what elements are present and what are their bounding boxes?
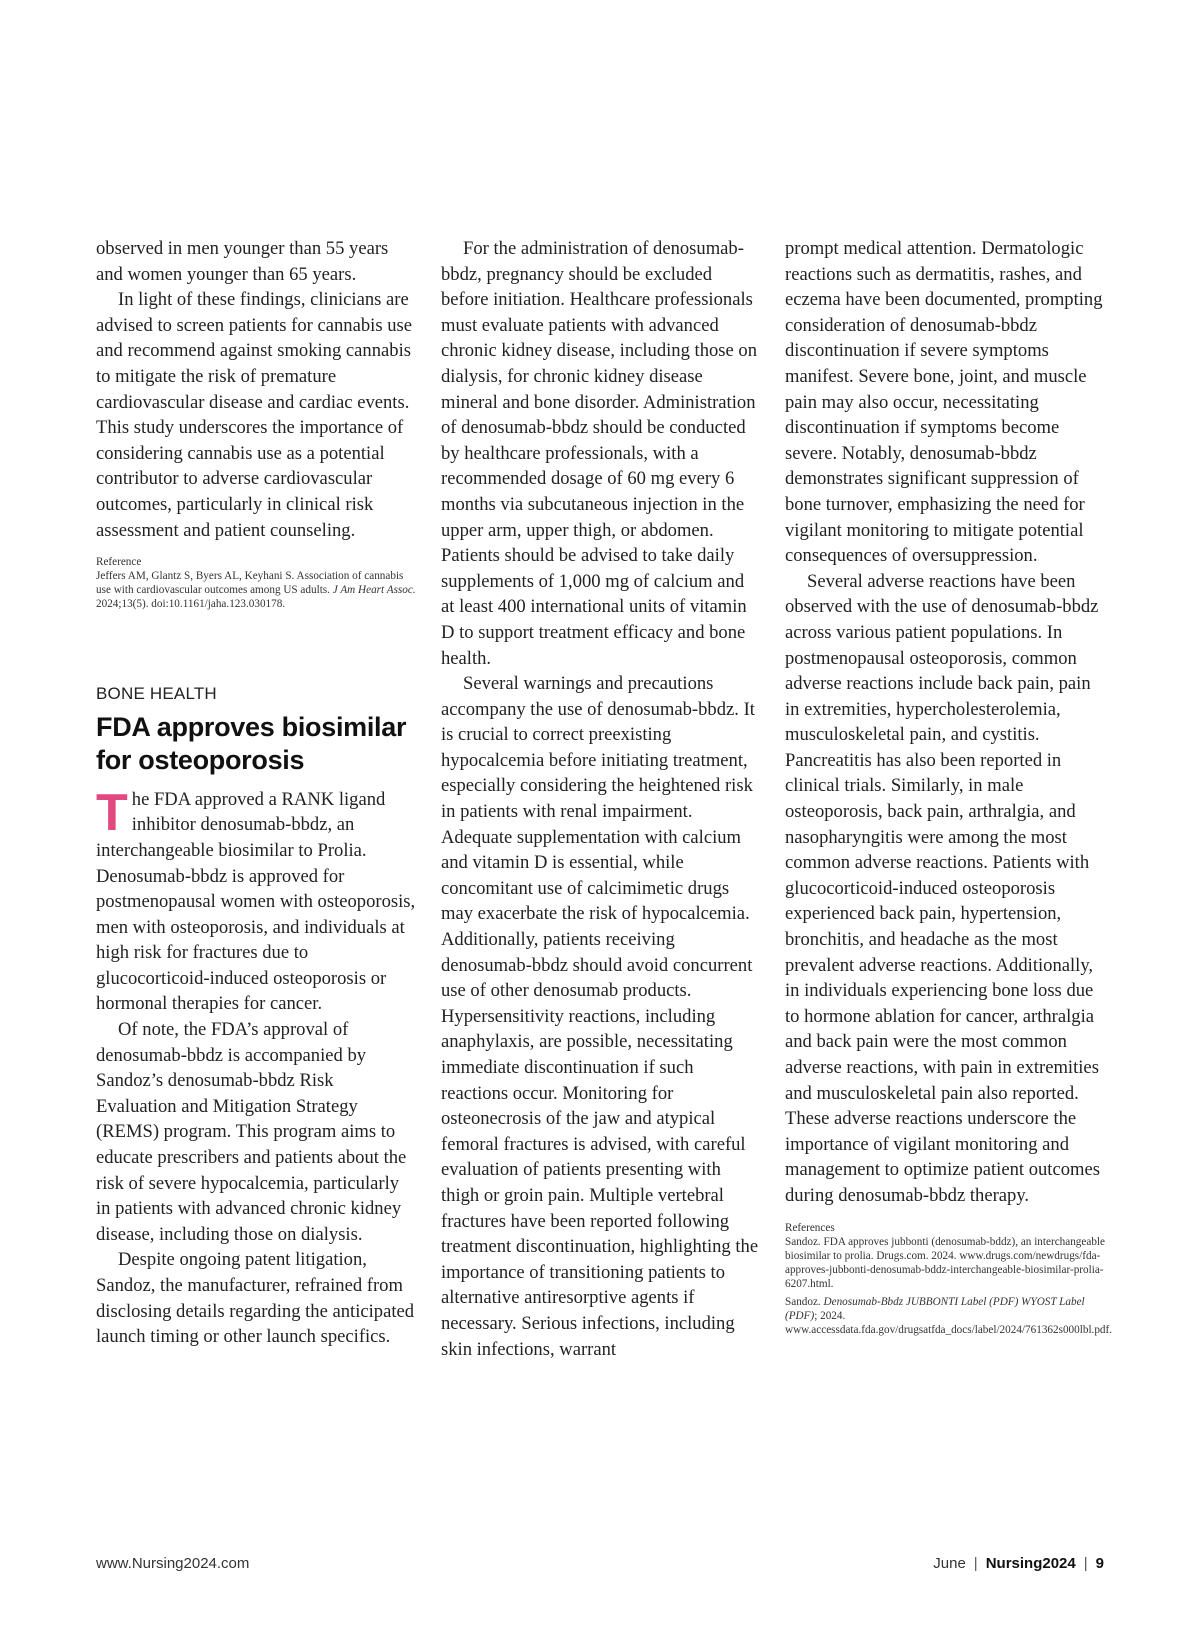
paragraph: observed in men younger than 55 years and women younger than 65 years. bbox=[96, 238, 389, 285]
column-1 bbox=[96, 236, 416, 1350]
paragraph: In light of these findings, clinicians are advised to screen patients for cannabis use and recommend against smoking cannabis to mitigate the risk of premature cardiovascular disease and cardiac events. This study underscores the importance of considering cannabis use as a potential contributor to adverse cardiovascular outcomes, particularly in clinical risk assessment and patient counseling. bbox=[96, 289, 412, 541]
lead-paragraph bbox=[96, 783, 416, 1017]
reference-journal: J Am Heart Assoc. bbox=[332, 584, 416, 597]
reference-entry bbox=[96, 569, 416, 611]
reference-entry: Sandoz. FDA approves jubbonti (denosumab-bddz), an interchangeable biosimilar to prolia. Drugs.com. 2024. www.drugs.com/newdrugs/fda-approves-jubbonti-denosumab-bddz-interchangeable-biosimilar-prolia-6207.html. bbox=[785, 1235, 1106, 1290]
paragraph: prompt medical attention. Dermatologic reactions such as dermatitis, rashes, and eczema have been documented, prompting consideration of denosumab-bbdz discontinuation if severe symptoms manifest. Severe bone, joint, and muscle pain may also occur, necessitating discontinuation if symptoms become severe. Notably, denosumab-bbdz demonstrates significant suppression of bone turnover, emphasizing the need for vigilant monitoring to mitigate potential consequences of oversuppression. bbox=[785, 238, 1103, 567]
references-block bbox=[785, 1221, 1113, 1337]
footer-separator: | bbox=[973, 1555, 978, 1572]
footer-magazine: Nursing2024 bbox=[985, 1555, 1076, 1572]
reference-text: Sandoz. bbox=[785, 1295, 824, 1308]
reference-text: 2024;13(5). doi:10.1161/jaha.123.030178. bbox=[96, 598, 286, 611]
reference-text: ; 2024. www.accessdata.fda.gov/drugsatfda_docs/label/2024/761362s000lbl.pdf. bbox=[785, 1309, 1113, 1336]
paragraph: Of note, the FDA’s approval of denosumab-bbdz is accompanied by Sandoz’s denosumab-bbdz Risk Evaluation and Mitigation Strategy (REMS) program. This program aims to educate prescribers and patients about the risk of severe hypocalcemia, particularly in patients with advanced chronic kidney disease, including those on dialysis. bbox=[96, 1019, 407, 1245]
footer-month: June bbox=[933, 1555, 966, 1572]
footer-url: www.Nursing2024.com bbox=[96, 1555, 250, 1572]
column-3 bbox=[785, 236, 1113, 1337]
paragraph: Several adverse reactions have been observed with the use of denosumab-bbdz across various patient populations. In postmenopausal osteoporosis, common adverse reactions include back pain, pain in extremities, hypercholesterolemia, musculoskeletal pain, and cystitis. Pancreatitis has also been reported in clinical trials. Similarly, in male osteoporosis, back pain, arthralgia, and nasopharyngitis were among the most common adverse reactions. Patients with glucocorticoid-induced osteoporosis experienced back pain, hypertension, bronchitis, and headache as the most prevalent adverse reactions. Additionally, in individuals experiencing bone loss due to hormone ablation for cancer, arthralgia and back pain were the most common adverse reactions, with pain in extremities and musculoskeletal pain also reported. These adverse reactions underscore the importance of vigilant monitoring and management to optimize patient outcomes during denosumab-bbdz therapy. bbox=[785, 570, 1100, 1206]
column-2 bbox=[441, 236, 761, 1362]
footer-separator: | bbox=[1083, 1555, 1088, 1572]
reference-title: Denosumab-Bbdz JUBBONTI Label (PDF) WYOST Label (PDF) bbox=[785, 1295, 1085, 1322]
paragraph: Despite ongoing patent litigation, Sandoz, the manufacturer, refrained from disclosing details regarding the anticipated launch timing or other launch specifics. bbox=[96, 1249, 415, 1348]
lead-text: he FDA approved a RANK ligand inhibitor denosumab-bbdz, an interchangeable biosimilar to Prolia. Denosumab-bbdz is approved for postmenopausal women with osteoporosis, men with osteoporosis, and individuals at high risk for fractures due to glucocorticoid-induced osteoporosis or hormonal therapies for cancer. bbox=[96, 788, 416, 1015]
drop-cap: T bbox=[96, 783, 128, 842]
section-label: BONE HEALTH bbox=[96, 684, 217, 704]
reference-text: Jeffers AM, Glantz S, Byers AL, Keyhani S. Association of cannabis use with cardiovascular outcomes among US adults. bbox=[96, 570, 404, 597]
paragraph: Several warnings and precautions accompany the use of denosumab-bbdz. It is crucial to correct preexisting hypocalcemia before initiating treatment, especially considering the heightened risk in patients with renal impairment. Adequate supplementation with calcium and vitamin D is essential, while concomitant use of calcimimetic drugs may exacerbate the risk of hypocalcemia. Additionally, patients receiving denosumab-bbdz should avoid concurrent use of other denosumab products. Hypersensitivity reactions, including anaphylaxis, are possible, necessitating immediate discontinuation if such reactions occur. Monitoring for osteonecrosis of the jaw and atypical femoral fractures is advised, with careful evaluation of patients presenting with thigh or groin pain. Multiple vertebral fractures have been reported following treatment discontinuation, highlighting the importance of transitioning patients to alternative antiresorptive agents if necessary. Serious infections, including skin infections, warrant bbox=[441, 673, 759, 1360]
article-headline: FDA approves biosimilar for osteoporosis bbox=[96, 711, 407, 775]
reference-block bbox=[96, 555, 416, 611]
reference-entry bbox=[785, 1295, 1113, 1337]
references-heading: References bbox=[785, 1221, 835, 1234]
paragraph: For the administration of denosumab-bbdz, pregnancy should be excluded before initiation. Healthcare professionals must evaluate patients with advanced chronic kidney disease, including those on dialysis, for chronic kidney disease mineral and bone disorder. Administration of denosumab-bbdz should be conducted by healthcare professionals, with a recommended dosage of 60 mg every 6 months via subcutaneous injection in the upper arm, upper thigh, or abdomen. Patients should be advised to take daily supplements of 1,000 mg of calcium and at least 400 international units of vitamin D to support treatment efficacy and bone health. bbox=[441, 238, 758, 669]
page-number: 9 bbox=[1095, 1555, 1104, 1572]
footer-folio bbox=[933, 1555, 1104, 1572]
reference-heading: Reference bbox=[96, 556, 142, 569]
